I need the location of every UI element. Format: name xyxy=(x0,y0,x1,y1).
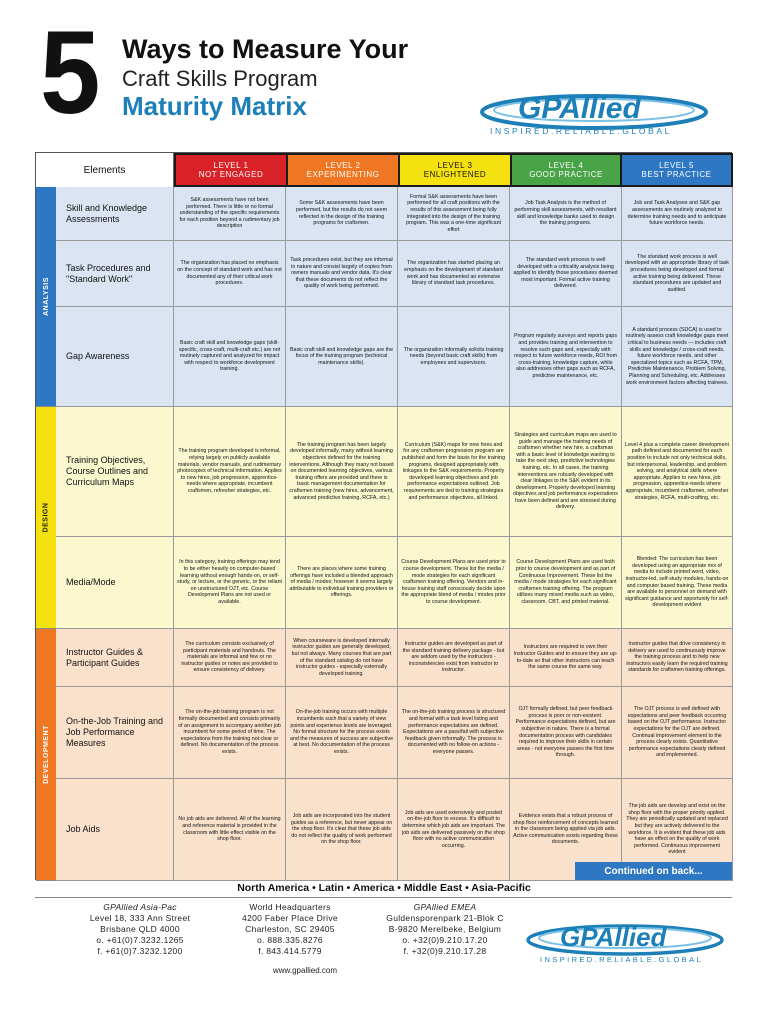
row-element-label: Gap Awareness xyxy=(56,307,174,407)
level-3-number: LEVEL 3 xyxy=(437,161,473,170)
matrix-cell-level-4: OJT formally defined, but peer feedback process is poor or non-existent. Performance expectations defined, but are subjective in nature. There is a formal documentation process with candidates required to improve their skills in certain areas - not everyone passes the first time through. xyxy=(510,687,622,779)
matrix-cell-level-1: The on-the-job training program is not formally documented and consists primarily of an assignment to accompany another job incumbent for some period of time. The expectations from the training not clear or defined. No documentation of the process exists. xyxy=(174,687,286,779)
office-line: Level 18, 333 Ann Street xyxy=(89,913,191,923)
matrix-cell-level-4: Program regularly surveys and reports gaps and provides training and intervention to resolve such gaps and, especially with respect to future workforce needs, ROI from cross-training, knowledge capture, while also addresses other gaps such as RCFA, predictive maintenance, etc. xyxy=(510,307,622,407)
section-analysis-label: ANALYSIS xyxy=(42,277,50,316)
matrix-cell-level-1: The curriculum consists exclusively of participant materials and handouts. The materials are informal and few or no instructor guides or notes are provided to ensure consistency of delivery. xyxy=(174,629,286,687)
matrix-cell-level-5: The OJT process is well defined with expectations and peer feedback occurring based on the OJT performance. Instructor expectations for the OJT are defined. Continual improvement element to the process clearly exists. Quantitative performance expectations clearly defined and implemented. xyxy=(622,687,733,779)
logo-wordmark: GPAllied xyxy=(518,92,641,125)
matrix-cell-level-5: Level 4 plus a complete career development path defined and documented for each position to include not only technical skills, but interpersonal, leadership, and problem solving, and analytical skills where appropriate. Applies to new hires, job progression, apprentice-needs where appropriate, incumbent craftsmen, refresher strategies, RCFA, multi-crafting, etc. xyxy=(622,407,733,537)
footer-tagline: INSPIRED.RELIABLE.GLOBAL xyxy=(540,955,704,964)
section-analysis xyxy=(36,187,56,407)
matrix-cell-level-2: On-the-job training occurs with multiple incumbents such that a variety of view points and experience levels are leveraged. No formal structure for the process exists and the measures of success are subjective at best. No documentation of the process exists. xyxy=(286,687,398,779)
level-5-name: BEST PRACTICE xyxy=(641,170,712,179)
section-development-label: DEVELOPMENT xyxy=(42,725,50,784)
matrix-cell-level-2: Basic craft skill and knowledge gaps are the focus of the training program (technical maintenance skills). xyxy=(286,307,398,407)
office-line: B-9820 Merelbeke, Belgium xyxy=(388,924,502,934)
row-element-label: Training Objectives, Course Outlines and Curriculum Maps xyxy=(56,407,174,537)
matrix-header-row xyxy=(36,153,733,187)
matrix-cell-level-4: Job Task Analysis is the method of performing skill assessments, with resultant skill and knowledge banks used to design the training programs. xyxy=(510,187,622,241)
office-line: 4200 Faber Place Drive xyxy=(242,913,338,923)
level-4-name: GOOD PRACTICE xyxy=(529,170,603,179)
matrix-cell-level-3: Instructor guides are developed as part of the standard training delivery package - but are seldom used by the instructors - inconsistencies exist from instructor to instructor. xyxy=(398,629,510,687)
matrix-cell-level-4: Evidence exists that a robust process of shop floor reinforcement of concepts learned in the classroom being applied via job aids. Active communication exists regarding these documents. xyxy=(510,779,622,881)
office-name: GPAllied Asia-Pac xyxy=(103,902,177,912)
office-line: o. +61(0)7.3232.1265 xyxy=(96,935,184,945)
row-element-label: On-the-Job Training and Job Performance Measures xyxy=(56,687,174,779)
website-link[interactable]: www.gpallied.com xyxy=(272,966,338,975)
row-element-label: Media/Mode xyxy=(56,537,174,629)
matrix-cell-level-5: Job and Task Analyses and S&K gap assessments are routinely analyzed to determine training needs and to anticipate future workforce needs. xyxy=(622,187,733,241)
page-header xyxy=(0,0,768,150)
level-5-header xyxy=(622,155,731,185)
matrix-cell-level-1: In this category, training offerings may tend to be either heavily on computer-based learning without enough hands-on, or self-study, or lecture, or the generic, or the reliant on unstructured OJT, etc. Course Development Plans are not used or available. xyxy=(174,537,286,629)
office-line: Brisbane QLD 4000 xyxy=(100,924,180,934)
matrix-cell-level-4: Strategies and curriculum maps are used to guide and manage the training needs of craftsmen whether new hire, a craftsman with a basic level of knowledge wanting to take the next step, predictive technologies training, etc. In all cases, the training interventions are robustly developed with clear linkages to the S&K evident in its development. Properly developed learning objectives and job performance expectations have been defined and are stressed during delivery. xyxy=(510,407,622,537)
level-2-name: EXPERIMENTING xyxy=(306,170,380,179)
matrix-cell-level-2: When courseware is developed internally instructor guides are generally developed, but not always. Many courses that are part of the standard catalog do not have instructor guides - especially externally developed training. xyxy=(286,629,398,687)
office-line: Guldensporenpark 21-Blok C xyxy=(386,913,504,923)
office-line: f. +61(0)7.3232.1200 xyxy=(97,946,183,956)
matrix-cell-level-3: The organization informally solicits training needs (beyond basic craft skills) from employees and supervisors. xyxy=(398,307,510,407)
level-1-name: NOT ENGAGED xyxy=(198,170,264,179)
office-line: o. 888.335.8276 xyxy=(257,935,323,945)
big-five-numeral: 5 xyxy=(40,7,97,139)
matrix-cell-level-1: The organization has placed no emphasis on the concept of standard work and has not documented any of their critical work procedures. xyxy=(174,241,286,307)
matrix-cell-level-1: S&K assessments have not been performed. There is little or no formal understanding of the specific requirements for each position beyond a rudimentary job description xyxy=(174,187,286,241)
title-line-2: Craft Skills Program xyxy=(122,66,318,91)
level-3-header xyxy=(400,155,510,185)
maturity-matrix xyxy=(35,152,732,880)
matrix-cell-level-3: The on-the-job training process is structured and formal with a task level listing and performance expectations are defined. Expectations are a pass/fail with subjective feedback given informally. The process is documented with no follow-on actions - everyone passes. xyxy=(398,687,510,779)
section-design xyxy=(36,407,56,629)
matrix-cell-level-3: Course Development Plans are used prior to course development. These list the media / mode strategies for each significant craftsmen training offering. Vendors and in-house training staff consciously decide upon the appropriate blend of media / modes prior to course development. xyxy=(398,537,510,629)
footer-divider xyxy=(35,897,732,898)
office-name: GPAllied EMEA xyxy=(413,902,477,912)
title-line-3: Maturity Matrix xyxy=(122,91,307,121)
section-development xyxy=(36,629,56,881)
matrix-cell-level-4: Instructors are required to own their Instructor Guides and to ensure they are up-to-date so that other instructors can teach the same course the same way. xyxy=(510,629,622,687)
matrix-cell-level-4: Course Development Plans are used both prior to course development and as part of Continuous Improvement. These list the media / mode strategies for each significant craftsmen training offering. The program utilizes many mixed media such as video, classroom, CBT, and printed material. xyxy=(510,537,622,629)
matrix-cell-level-2: Some S&K assessments have been performed, but the results do not seem reflected in the design of the training programs for craftsmen. xyxy=(286,187,398,241)
matrix-cell-level-3: Job aids are used extensively and posted on-the-job floor to excess. It's difficult to determine which job aids are important. The job aids are delivered passively on the shop floor with no active communication occurring. xyxy=(398,779,510,881)
section-design-label: DESIGN xyxy=(42,502,50,533)
matrix-cell-level-5: A standard process (SDCA) is used to routinely assess craft knowledge gaps meet critical to business needs — includes craft skills and knowledge / cross-craft needs, future workforce needs, and other specialized topics such as RCFA, TPM, Predictive Maintenance, Problem Solving, Planning and Scheduling, etc. Addresses work environment factors affecting trainees. xyxy=(622,307,733,407)
level-2-number: LEVEL 2 xyxy=(325,161,361,170)
title-line-1: Ways to Measure Your xyxy=(122,34,409,64)
matrix-cell-level-1: The training program developed is informal, relying largely on publicly available materials, vendor manuals, and rudimentary photocopies of technical information. Applies to new hires, job progression, apprentice-needs where appropriate, incumbent craftsmen, refresher strategies, etc. xyxy=(174,407,286,537)
header-tagline: INSPIRED.RELIABLE.GLOBAL xyxy=(490,126,672,136)
matrix-cell-level-2: Task procedures exist, but they are informal in nature and consist largely of copies from owners manuals and vendor data. It's clear that these documents do not reflect the quality of work being performed. xyxy=(286,241,398,307)
matrix-cell-level-2: Job aids are incorporated into the student guides as a reference, but never appear on the shop floor. It's clear that these job aids do not reflect the quality of work performed on the shop floor. xyxy=(286,779,398,881)
level-3-name: ENLIGHTENED xyxy=(423,170,487,179)
office-line: Charleston, SC 29405 xyxy=(245,924,335,934)
level-1-number: LEVEL 1 xyxy=(213,161,249,170)
office-line: o. +32(0)9.210.17.20 xyxy=(402,935,488,945)
row-element-label: Job Aids xyxy=(56,779,174,881)
elements-header: Elements xyxy=(36,153,174,187)
matrix-cell-level-2: There are places where some training offerings have included a blended approach of media / modes; however it seems largely attributable to individual training providers or offerings. xyxy=(286,537,398,629)
matrix-cell-level-2: The training program has been largely developed informally, many without learning objectives defined for the training interventions. Although they many not based on documented learning objectives, various training offers are provided and there is basic management documentation for craftsmen training (new hires, advancement, advanced predictive training, RCFA, etc.) xyxy=(286,407,398,537)
matrix-cell-level-1: No job aids are delivered. All of the learning and reference material is provided in the classroom with little effect visible on the shop floor. xyxy=(174,779,286,881)
row-element-label: Skill and Knowledge Assessments xyxy=(56,187,174,241)
level-4-header xyxy=(512,155,620,185)
office-line: f. 843.414.5779 xyxy=(258,946,322,956)
matrix-cell-level-5: Blended: The curriculum has been developed using an appropriate mix of media to include printed word, video, instructor-led, self-study modules, hands-on and computer based training. These media are available to personnel on demand with significant guidance and opportunity for self-development evident xyxy=(622,537,733,629)
office-name: World Headquarters xyxy=(249,902,331,912)
level-1-header xyxy=(176,155,286,185)
row-element-label: Instructor Guides & Participant Guides xyxy=(56,629,174,687)
matrix-cell-level-3: Formal S&K assessments have been performed for all craft positions with the results of this assessment being fully integrated into the design of the training program. This was a one-time significant effort xyxy=(398,187,510,241)
matrix-cell-level-3: The organization has started placing an emphasis on the development of standard work and has documented an extensive library of standard task procedures. xyxy=(398,241,510,307)
matrix-cell-level-5: Instructor guides that drive consistency in delivery are used to continuously improve the training process and to help new instructors easily learn the required training standards for craftsmen training offerings. xyxy=(622,629,733,687)
matrix-cell-level-3: Curriculum (S&K) maps for new hires and for any craftsmen progression program are published and form the basis for the training programs, designed appropriately with linkages to the S&K requirements. Properly developed learning objectives and job performance expectations outlined. Job requirements are tied to training strategies and performance objectives, all linked. xyxy=(398,407,510,537)
matrix-cell-level-1: Basic craft skill and knowledge gaps (skill-specific, cross-craft, multi-craft etc.) are not routinely captured and analyzed for impact with respect to workforce development training. xyxy=(174,307,286,407)
matrix-cell-level-4: The standard work process is well developed with a criticality analysis being applied to identify those procedures deemed most important. Formal active training delivered. xyxy=(510,241,622,307)
continued-banner: Continued on back... xyxy=(575,862,732,880)
office-line: f. +32(0)9.210.17.28 xyxy=(403,946,487,956)
level-2-header xyxy=(288,155,398,185)
office-emea xyxy=(345,902,545,957)
level-4-number: LEVEL 4 xyxy=(548,161,584,170)
matrix-cell-level-5: The standard work process is well developed with an appropriate library of task procedures being developed and formal active training being delivered. These standard procedures are updated and audited. xyxy=(622,241,733,307)
regions-line: North America • Latin • America • Middle East • Asia-Pacific xyxy=(237,882,531,894)
matrix-cell-level-5: The job aids are develop and exist on the shop floor with the proper priority applied. They are periodically updated and replaced but they are actively delivered to the workforce. It is evident that these job aids have an effect on the quality of work performed. Continuous improvement evident xyxy=(622,779,733,881)
row-element-label: Task Procedures and "Standard Work" xyxy=(56,241,174,307)
level-5-number: LEVEL 5 xyxy=(659,161,694,170)
footer-logo-wordmark: GPAllied xyxy=(560,922,667,952)
